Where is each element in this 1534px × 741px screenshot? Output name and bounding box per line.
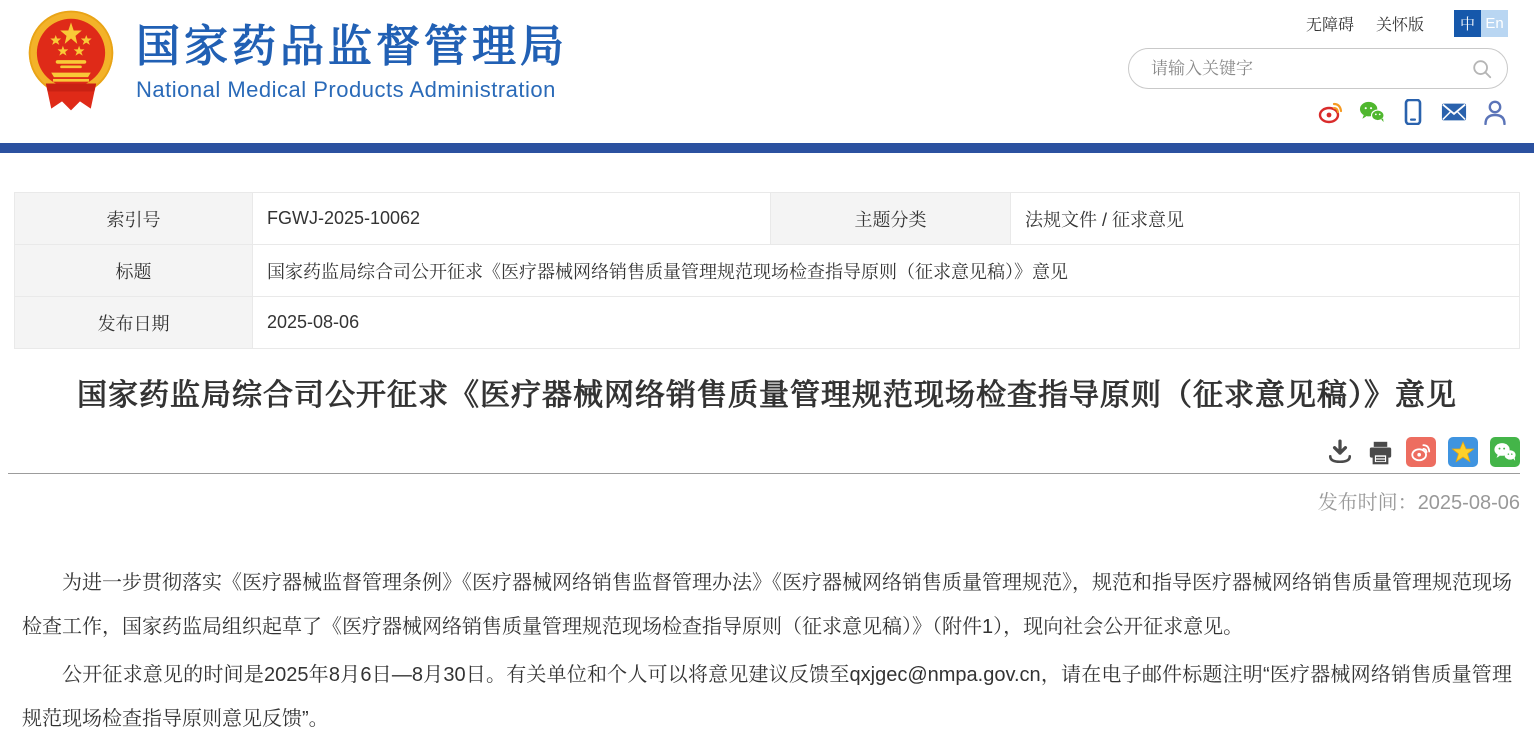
download-icon[interactable] bbox=[1326, 438, 1354, 466]
mobile-icon[interactable] bbox=[1400, 99, 1426, 125]
language-toggle bbox=[1454, 10, 1508, 37]
table-row bbox=[15, 193, 1520, 245]
meta-label-index: 索引号 bbox=[15, 193, 253, 245]
share-favorite-button[interactable] bbox=[1448, 437, 1478, 467]
user-icon[interactable] bbox=[1482, 99, 1508, 125]
national-emblem-icon bbox=[26, 8, 116, 114]
meta-label-category: 主题分类 bbox=[771, 193, 1011, 245]
table-row bbox=[15, 245, 1520, 297]
wechat-icon[interactable] bbox=[1359, 99, 1385, 125]
print-icon[interactable] bbox=[1366, 438, 1394, 466]
publish-time-label: 发布时间： bbox=[1317, 492, 1418, 515]
page-title: 国家药监局综合司公开征求《医疗器械网络销售质量管理规范现场检查指导原则（征求意见稿）》意见 bbox=[77, 379, 1457, 412]
meta-value-date: 2025-08-06 bbox=[253, 297, 1520, 349]
search-icon[interactable] bbox=[1471, 58, 1493, 80]
accessibility-link[interactable]: 无障碍 bbox=[1305, 17, 1354, 34]
mail-icon[interactable] bbox=[1441, 99, 1467, 125]
table-row bbox=[15, 297, 1520, 349]
search-box[interactable] bbox=[1128, 48, 1508, 89]
document-meta-table bbox=[14, 192, 1520, 349]
meta-label-date: 发布日期 bbox=[15, 297, 253, 349]
top-utility-bar bbox=[1284, 10, 1508, 37]
site-title-block bbox=[136, 8, 568, 103]
lang-zh-button[interactable]: 中 bbox=[1454, 10, 1481, 37]
lang-en-button[interactable]: En bbox=[1481, 10, 1508, 37]
meta-value-index: FGWJ-2025-10062 bbox=[253, 193, 771, 245]
site-name-en: National Medical Products Administration bbox=[136, 77, 556, 103]
share-weibo-button[interactable] bbox=[1406, 437, 1436, 467]
site-name-zh: 国家药品监督管理局 bbox=[136, 22, 568, 71]
care-version-link[interactable]: 关怀版 bbox=[1375, 17, 1424, 34]
header-divider-bar bbox=[0, 143, 1534, 153]
header-social-row bbox=[1318, 99, 1508, 125]
search-input[interactable] bbox=[1149, 58, 1471, 80]
article-body bbox=[22, 561, 1512, 741]
share-wechat-button[interactable] bbox=[1490, 437, 1520, 467]
publish-time-value: 2025-08-06 bbox=[1417, 492, 1520, 515]
publish-time-line bbox=[14, 486, 1520, 515]
meta-value-category: 法规文件 / 征求意见 bbox=[1011, 193, 1520, 245]
site-logo[interactable] bbox=[26, 8, 568, 114]
weibo-icon[interactable] bbox=[1318, 99, 1344, 125]
paragraph: 为进一步贯彻落实《医疗器械监督管理条例》《医疗器械网络销售监督管理办法》《医疗器械网络销售质量管理规范》，规范和指导医疗器械网络销售质量管理规范现场检查工作，国家药监局组织起草了《医疗器械网络销售质量管理规范现场检查指导原则（征求意见稿）》（附件1），现向社会公开征求意见。 bbox=[22, 572, 1512, 639]
meta-label-title: 标题 bbox=[15, 245, 253, 297]
meta-value-title: 国家药监局综合司公开征求《医疗器械网络销售质量管理规范现场检查指导原则（征求意见稿）》意见 bbox=[253, 245, 1520, 297]
title-divider bbox=[8, 473, 1520, 474]
main-content bbox=[0, 192, 1534, 741]
site-header bbox=[0, 0, 1534, 143]
paragraph: 公开征求意见的时间是2025年8月6日—8月30日。有关单位和个人可以将意见建议反馈至qxjgec@nmpa.gov.cn，请在电子邮件标题注明“医疗器械网络销售质量管理规范现场检查指导原则意见反馈”。 bbox=[22, 664, 1512, 731]
article-toolbar bbox=[14, 437, 1520, 467]
